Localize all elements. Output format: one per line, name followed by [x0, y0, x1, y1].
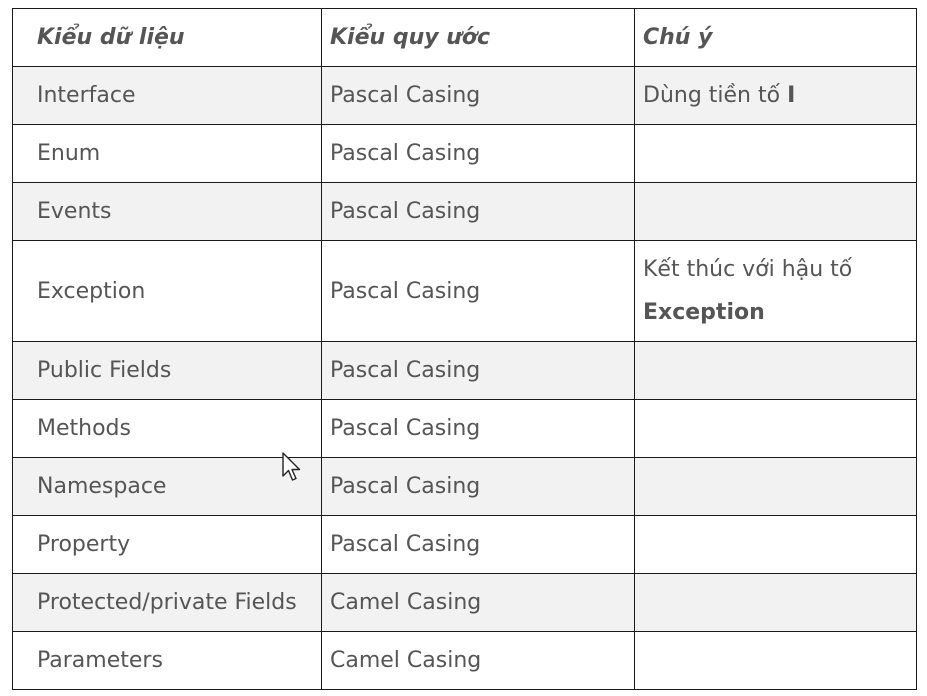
cell-convention: Pascal Casing — [322, 67, 635, 125]
cell-type: Protected/private Fields — [13, 574, 322, 632]
cell-convention: Pascal Casing — [322, 183, 635, 241]
cell-type: Methods — [13, 400, 322, 458]
table-row — [13, 342, 917, 400]
cell-note — [635, 400, 917, 458]
cell-convention: Pascal Casing — [322, 516, 635, 574]
cell-type: Public Fields — [13, 342, 322, 400]
cell-convention: Pascal Casing — [322, 125, 635, 183]
cell-note — [635, 458, 917, 516]
cell-type: Namespace — [13, 458, 322, 516]
cell-note — [635, 241, 917, 342]
cell-convention: Camel Casing — [322, 574, 635, 632]
cell-convention: Camel Casing — [322, 632, 635, 690]
cell-note — [635, 574, 917, 632]
note-text: Kết thúc với hậu tố — [643, 257, 853, 282]
header-data-type: Kiểu dữ liệu — [13, 9, 322, 67]
note-bold-text: I — [787, 83, 796, 108]
table-row — [13, 125, 917, 183]
cell-note — [635, 67, 917, 125]
cell-convention: Pascal Casing — [322, 458, 635, 516]
table-row — [13, 183, 917, 241]
cell-convention: Pascal Casing — [322, 342, 635, 400]
mouse-pointer-icon — [282, 452, 304, 482]
table-row — [13, 400, 917, 458]
cell-convention: Pascal Casing — [322, 241, 635, 342]
table-header-row — [13, 9, 917, 67]
header-convention: Kiểu quy ước — [322, 9, 635, 67]
cell-note — [635, 516, 917, 574]
naming-convention-table — [12, 8, 917, 690]
cell-type: Exception — [13, 241, 322, 342]
header-note: Chú ý — [635, 9, 917, 67]
table-row — [13, 574, 917, 632]
cell-note — [635, 632, 917, 690]
note-bold-text: Exception — [643, 300, 765, 325]
cell-note — [635, 125, 917, 183]
note-text: Dùng tiền tố — [643, 83, 788, 108]
cell-type: Interface — [13, 67, 322, 125]
cell-note — [635, 342, 917, 400]
cell-type: Parameters — [13, 632, 322, 690]
cell-type: Property — [13, 516, 322, 574]
table-row — [13, 458, 917, 516]
table-row — [13, 632, 917, 690]
cell-type: Events — [13, 183, 322, 241]
table-row — [13, 67, 917, 125]
cell-convention: Pascal Casing — [322, 400, 635, 458]
table-row — [13, 516, 917, 574]
cell-type: Enum — [13, 125, 322, 183]
cell-note — [635, 183, 917, 241]
table-row — [13, 241, 917, 342]
